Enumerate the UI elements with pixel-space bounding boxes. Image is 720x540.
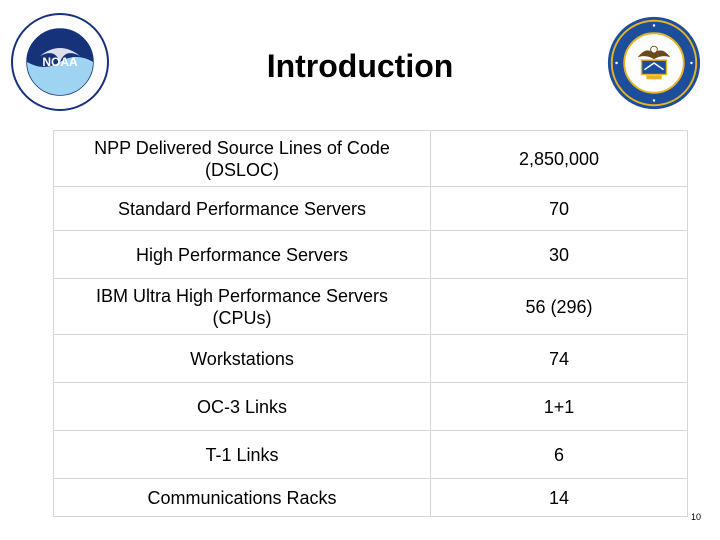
- table-row-label: T-1 Links: [54, 431, 431, 479]
- table-row: [54, 383, 688, 431]
- table-row-value: 14: [431, 479, 688, 517]
- table-row-value: 56 (296): [431, 279, 688, 335]
- stats-table: [53, 130, 688, 517]
- table-row: [54, 431, 688, 479]
- table-row: [54, 279, 688, 335]
- table-row: [54, 335, 688, 383]
- table-row-label: NPP Delivered Source Lines of Code (DSLOC): [54, 131, 431, 187]
- noaa-logo-text: NOAA: [42, 55, 78, 69]
- table-row-label: Communications Racks: [54, 479, 431, 517]
- table-row-label: Standard Performance Servers: [54, 187, 431, 231]
- table-row-label: IBM Ultra High Performance Servers (CPUs): [54, 279, 431, 335]
- page-number: 10: [691, 512, 702, 522]
- table-row-label: Workstations: [54, 335, 431, 383]
- table-row-value: 70: [431, 187, 688, 231]
- table-row-value: 2,850,000: [431, 131, 688, 187]
- table-row: [54, 479, 688, 517]
- table-row-value: 6: [431, 431, 688, 479]
- table-row-label: High Performance Servers: [54, 231, 431, 279]
- table-row-value: 1+1: [431, 383, 688, 431]
- table-row-label: OC-3 Links: [54, 383, 431, 431]
- table-row: [54, 231, 688, 279]
- slide-title: Introduction: [266, 48, 454, 84]
- table-row: [54, 187, 688, 231]
- table-row: [54, 131, 688, 187]
- table-row-value: 74: [431, 335, 688, 383]
- table-row-value: 30: [431, 231, 688, 279]
